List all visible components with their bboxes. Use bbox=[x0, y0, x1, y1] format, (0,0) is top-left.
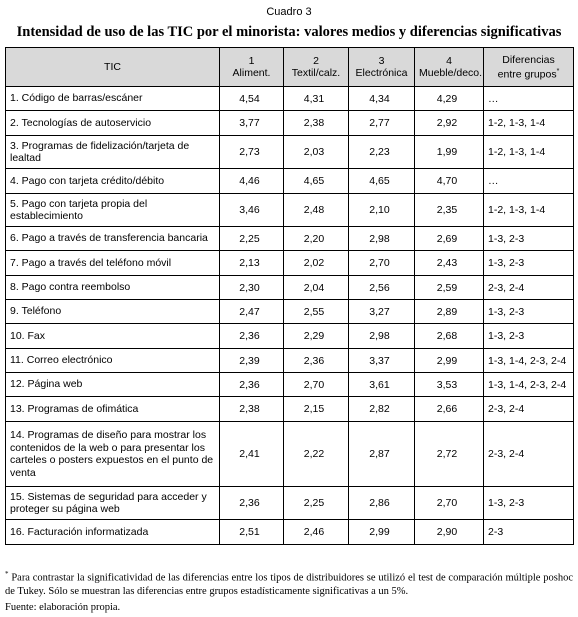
tic-cell: 16. Facturación informatizada bbox=[6, 520, 220, 545]
tic-cell: 11. Correo electrónico bbox=[6, 349, 220, 373]
tic-cell: 4. Pago con tarjeta crédito/débito bbox=[6, 169, 220, 194]
value-electronica-cell: 2,99 bbox=[349, 520, 415, 545]
value-aliment-cell: 2,51 bbox=[220, 520, 284, 545]
header-tic: TIC bbox=[6, 48, 220, 87]
tic-cell: 15. Sistemas de seguridad para acceder y proteger su página web bbox=[6, 487, 220, 520]
value-mueble-cell: 2,35 bbox=[415, 194, 484, 227]
tic-cell: 10. Fax bbox=[6, 324, 220, 349]
differences-cell: 2-3, 2-4 bbox=[484, 397, 574, 422]
value-aliment-cell: 2,25 bbox=[220, 227, 284, 251]
value-mueble-cell: 3,53 bbox=[415, 373, 484, 397]
differences-cell: 1-3, 2-3 bbox=[484, 487, 574, 520]
table-row bbox=[6, 373, 574, 397]
value-aliment-cell: 2,36 bbox=[220, 373, 284, 397]
value-textil-cell: 2,22 bbox=[284, 422, 349, 487]
table-row bbox=[6, 276, 574, 300]
value-textil-cell: 2,55 bbox=[284, 300, 349, 324]
header-group-2: 2 Textil/calz. bbox=[284, 48, 349, 87]
value-textil-cell: 2,25 bbox=[284, 487, 349, 520]
tic-cell: 5. Pago con tarjeta propia del establecimiento bbox=[6, 194, 220, 227]
value-textil-cell: 2,03 bbox=[284, 136, 349, 169]
differences-cell: 1-3, 2-3 bbox=[484, 251, 574, 276]
table-row bbox=[6, 300, 574, 324]
value-mueble-cell: 2,99 bbox=[415, 349, 484, 373]
value-mueble-cell: 4,29 bbox=[415, 87, 484, 111]
value-mueble-cell: 2,59 bbox=[415, 276, 484, 300]
value-mueble-cell: 1,99 bbox=[415, 136, 484, 169]
value-textil-cell: 2,04 bbox=[284, 276, 349, 300]
table-row bbox=[6, 422, 574, 487]
value-mueble-cell: 2,66 bbox=[415, 397, 484, 422]
value-electronica-cell: 3,27 bbox=[349, 300, 415, 324]
differences-cell: 1-3, 1-4, 2-3, 2-4 bbox=[484, 349, 574, 373]
tic-cell: 14. Programas de diseño para mostrar los contenidos de la web o para presentar los carteles o posters expuestos en el punto de venta bbox=[6, 422, 220, 487]
differences-cell: … bbox=[484, 169, 574, 194]
tic-cell: 3. Programas de fidelización/tarjeta de lealtad bbox=[6, 136, 220, 169]
value-mueble-cell: 2,68 bbox=[415, 324, 484, 349]
value-mueble-cell: 4,70 bbox=[415, 169, 484, 194]
table-row bbox=[6, 520, 574, 545]
value-electronica-cell: 2,87 bbox=[349, 422, 415, 487]
value-mueble-cell: 2,70 bbox=[415, 487, 484, 520]
value-electronica-cell: 3,37 bbox=[349, 349, 415, 373]
value-mueble-cell: 2,89 bbox=[415, 300, 484, 324]
source-note: Fuente: elaboración propia. bbox=[5, 602, 121, 613]
value-electronica-cell: 2,10 bbox=[349, 194, 415, 227]
value-aliment-cell: 2,36 bbox=[220, 324, 284, 349]
table-row bbox=[6, 136, 574, 169]
value-textil-cell: 2,70 bbox=[284, 373, 349, 397]
differences-cell: 2-3 bbox=[484, 520, 574, 545]
header-group-3: 3 Electrónica bbox=[349, 48, 415, 87]
tic-cell: 12. Página web bbox=[6, 373, 220, 397]
table-title: Intensidad de uso de las TIC por el minorista: valores medios y diferencias significativas bbox=[16, 24, 562, 40]
table-row bbox=[6, 487, 574, 520]
tic-cell: 2. Tecnologías de autoservicio bbox=[6, 111, 220, 136]
value-electronica-cell: 2,98 bbox=[349, 324, 415, 349]
tic-cell: 6. Pago a través de transferencia bancaria bbox=[6, 227, 220, 251]
value-electronica-cell: 2,98 bbox=[349, 227, 415, 251]
table-row bbox=[6, 251, 574, 276]
tic-cell: 8. Pago contra reembolso bbox=[6, 276, 220, 300]
value-aliment-cell: 3,46 bbox=[220, 194, 284, 227]
value-electronica-cell: 2,77 bbox=[349, 111, 415, 136]
value-textil-cell: 2,02 bbox=[284, 251, 349, 276]
value-textil-cell: 2,48 bbox=[284, 194, 349, 227]
value-textil-cell: 2,29 bbox=[284, 324, 349, 349]
table-row bbox=[6, 324, 574, 349]
value-mueble-cell: 2,72 bbox=[415, 422, 484, 487]
table-row bbox=[6, 397, 574, 422]
differences-cell: 1-2, 1-3, 1-4 bbox=[484, 136, 574, 169]
value-electronica-cell: 2,86 bbox=[349, 487, 415, 520]
value-textil-cell: 2,15 bbox=[284, 397, 349, 422]
differences-cell: 1-2, 1-3, 1-4 bbox=[484, 111, 574, 136]
value-textil-cell: 2,20 bbox=[284, 227, 349, 251]
table-row bbox=[6, 349, 574, 373]
value-aliment-cell: 2,30 bbox=[220, 276, 284, 300]
differences-cell: 1-3, 2-3 bbox=[484, 300, 574, 324]
header-group-4: 4 Mueble/deco. bbox=[415, 48, 484, 87]
differences-cell: 2-3, 2-4 bbox=[484, 276, 574, 300]
value-aliment-cell: 4,46 bbox=[220, 169, 284, 194]
value-aliment-cell: 2,73 bbox=[220, 136, 284, 169]
value-electronica-cell: 2,23 bbox=[349, 136, 415, 169]
value-electronica-cell: 4,65 bbox=[349, 169, 415, 194]
value-textil-cell: 2,38 bbox=[284, 111, 349, 136]
value-electronica-cell: 2,70 bbox=[349, 251, 415, 276]
table-row bbox=[6, 227, 574, 251]
value-mueble-cell: 2,69 bbox=[415, 227, 484, 251]
footnote: * Para contrastar la significatividad de las diferencias entre los tipos de distribuidores se utilizó el test de comparación múltiple poshoc de Tukey. Sólo se muestran las diferencias entre grupos estadísticamente significativas a un 5%. bbox=[5, 570, 573, 597]
table-row bbox=[6, 194, 574, 227]
value-textil-cell: 2,36 bbox=[284, 349, 349, 373]
value-aliment-cell: 2,39 bbox=[220, 349, 284, 373]
differences-cell: 1-3, 1-4, 2-3, 2-4 bbox=[484, 373, 574, 397]
table-row bbox=[6, 87, 574, 111]
header-row bbox=[6, 48, 574, 87]
value-aliment-cell: 3,77 bbox=[220, 111, 284, 136]
value-aliment-cell: 2,36 bbox=[220, 487, 284, 520]
tic-cell: 1. Código de barras/escáner bbox=[6, 87, 220, 111]
tic-cell: 13. Programas de ofimática bbox=[6, 397, 220, 422]
table-label: Cuadro 3 bbox=[266, 6, 312, 18]
value-aliment-cell: 2,47 bbox=[220, 300, 284, 324]
value-textil-cell: 4,65 bbox=[284, 169, 349, 194]
value-aliment-cell: 2,41 bbox=[220, 422, 284, 487]
differences-cell: 1-2, 1-3, 1-4 bbox=[484, 194, 574, 227]
data-table bbox=[5, 47, 574, 545]
value-mueble-cell: 2,92 bbox=[415, 111, 484, 136]
value-textil-cell: 2,46 bbox=[284, 520, 349, 545]
value-electronica-cell: 4,34 bbox=[349, 87, 415, 111]
tic-cell: 9. Teléfono bbox=[6, 300, 220, 324]
differences-cell: … bbox=[484, 87, 574, 111]
value-mueble-cell: 2,90 bbox=[415, 520, 484, 545]
value-aliment-cell: 4,54 bbox=[220, 87, 284, 111]
differences-cell: 1-3, 2-3 bbox=[484, 324, 574, 349]
differences-cell: 1-3, 2-3 bbox=[484, 227, 574, 251]
value-electronica-cell: 2,82 bbox=[349, 397, 415, 422]
value-textil-cell: 4,31 bbox=[284, 87, 349, 111]
value-electronica-cell: 3,61 bbox=[349, 373, 415, 397]
differences-cell: 2-3, 2-4 bbox=[484, 422, 574, 487]
header-group-1: 1 Aliment. bbox=[220, 48, 284, 87]
value-aliment-cell: 2,13 bbox=[220, 251, 284, 276]
value-electronica-cell: 2,56 bbox=[349, 276, 415, 300]
value-mueble-cell: 2,43 bbox=[415, 251, 484, 276]
header-differences: Diferencias entre grupos* bbox=[484, 48, 574, 87]
tic-cell: 7. Pago a través del teléfono móvil bbox=[6, 251, 220, 276]
table-row bbox=[6, 111, 574, 136]
value-aliment-cell: 2,38 bbox=[220, 397, 284, 422]
table-row bbox=[6, 169, 574, 194]
